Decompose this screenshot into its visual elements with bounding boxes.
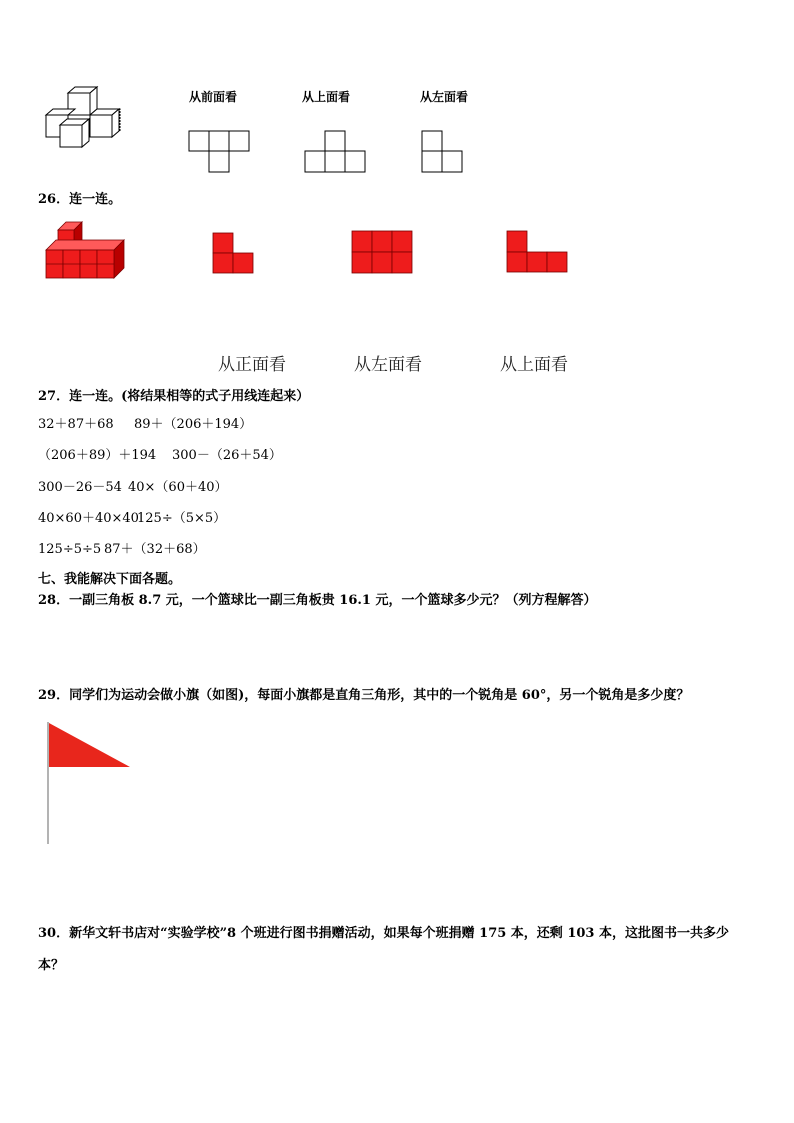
red-view-step-shape <box>506 230 570 274</box>
cube-stack-figure <box>40 85 140 155</box>
expression-left-2: （206＋89）＋194 <box>38 448 157 463</box>
red-view-l-shape <box>212 232 256 274</box>
expression-right-1: 89＋（206＋194） <box>134 417 253 432</box>
expression-right-3: 40×（60＋40） <box>128 480 228 495</box>
section-7-title: 七、我能解决下面各题。 <box>38 572 182 587</box>
expression-left-3: 300－26－54 <box>38 480 122 495</box>
expression-left-1: 32＋87＋68 <box>38 417 114 432</box>
view-label-top: 从上面看 <box>302 90 351 104</box>
front-view-grid <box>188 130 250 174</box>
q27-title: 27．连一连。(将结果相等的式子用线连起来） <box>38 389 310 404</box>
expression-left-5: 125÷5÷5 <box>38 542 102 557</box>
view-top-label: 从上面看 <box>500 355 568 375</box>
view-label-front: 从前面看 <box>189 90 238 104</box>
flag-figure <box>44 720 134 846</box>
view-label-left: 从左面看 <box>420 90 469 104</box>
q30-text-line2: 本？ <box>38 958 65 973</box>
view-front-label: 从正面看 <box>218 355 286 375</box>
q28-text: 28．一副三角板 8.7 元，一个篮球比一副三角板贵 16.1 元，一个篮球多少元？（列方程解答） <box>38 593 597 608</box>
expression-right-2: 300－（26＋54） <box>172 448 282 463</box>
q29-text: 29．同学们为运动会做小旗（如图)，每面小旗都是直角三角形，其中的一个锐角是 60°，另一个锐角是多少度？ <box>38 688 690 703</box>
red-block-figure <box>44 220 126 282</box>
left-view-grid <box>421 130 465 174</box>
view-left-label: 从左面看 <box>354 355 422 375</box>
expression-right-4: 125÷（5×5） <box>137 511 227 526</box>
expression-left-4: 40×60＋40×40 <box>38 511 139 526</box>
top-view-grid <box>304 130 366 174</box>
expression-right-5: 87＋（32＋68） <box>104 542 206 557</box>
red-view-rectangle <box>351 230 413 274</box>
q26-title: 26．连一连。 <box>38 192 122 207</box>
q30-text-line1: 30．新华文轩书店对“实验学校”8 个班进行图书捐赠活动，如果每个班捐赠 175 本，还剩 103 本，这批图书一共多少 <box>38 926 729 941</box>
